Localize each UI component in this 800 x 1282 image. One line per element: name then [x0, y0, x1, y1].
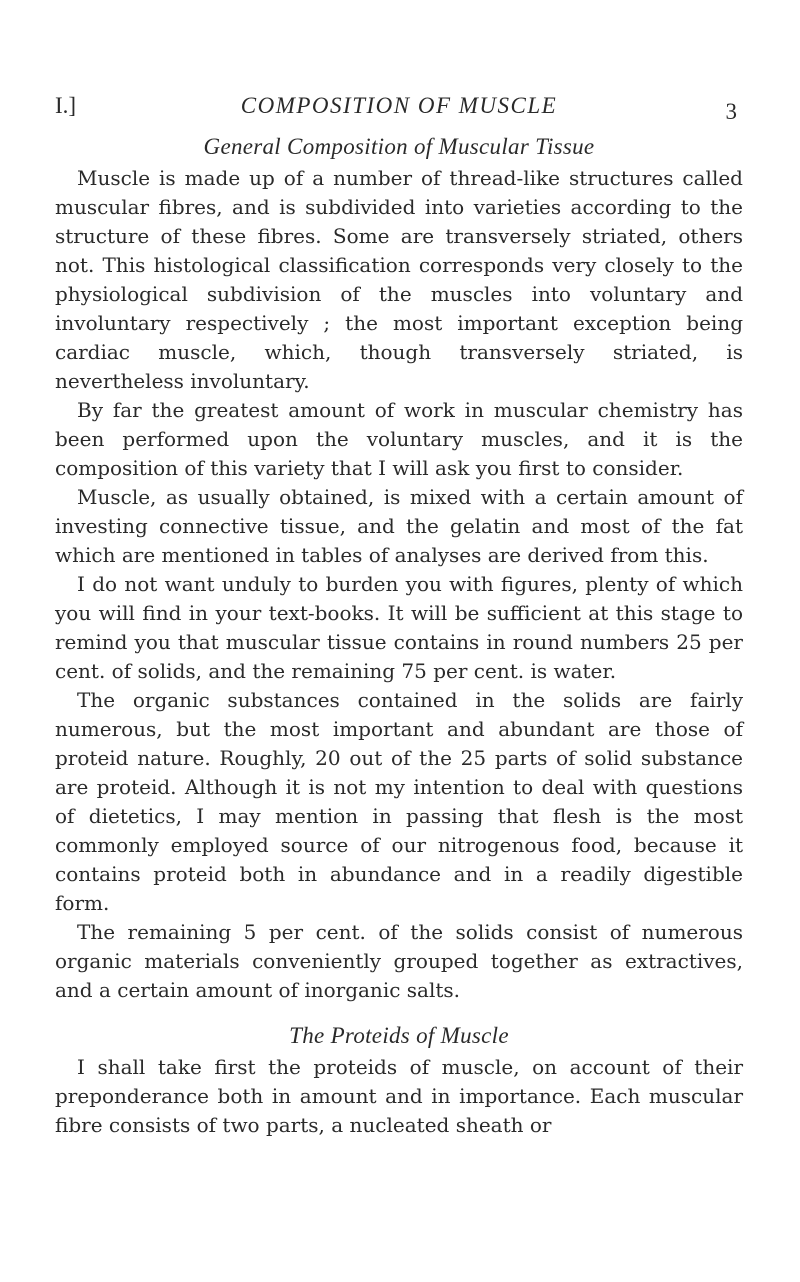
section-heading-proteids: The Proteids of Muscle — [289, 1023, 509, 1048]
paragraph: I do not want unduly to burden you with figures, plenty of which you will find in your text-books. It will be sufficient at this stage to remind you that muscular tissue contains in round numbers 25 per cent. of solids, and the remaining 75 per cent. is water. — [55, 572, 743, 683]
running-title: COMPOSITION OF MUSCLE — [240, 93, 558, 118]
paragraph: The remaining 5 per cent. of the solids consist of numerous organic materials conveniently grouped together as extractives, and a certain amount of inorganic salts. — [55, 920, 743, 1002]
chapter-number: I.] — [55, 93, 77, 118]
running-header — [55, 88, 743, 124]
paragraph: I shall take first the proteids of muscle, on account of their preponderance both in amount and in importance. Each muscular fibre consists of two parts, a nucleated sheath or — [55, 1055, 743, 1137]
paragraph: The organic substances contained in the solids are fairly numerous, but the most important and abundant are those of proteid nature. Roughly, 20 out of the 25 parts of solid substance are proteid. Although it is not my intention to deal with questions of dietetics, I may mention in passing that flesh is the most commonly employed source of our nitrogenous food, because it contains proteid both in abundance and in a readily digestible form. — [55, 688, 743, 915]
paragraph: By far the greatest amount of work in muscular chemistry has been performed upon the voluntary muscles, and it is the composition of this variety that I will ask you first to consider. — [55, 398, 743, 480]
section-body-proteids — [55, 1053, 743, 1140]
section-body-general-composition — [55, 164, 743, 1005]
paragraph: Muscle is made up of a number of thread-like structures called muscular fibres, and is subdivided into varieties according to the structure of these fibres. Some are transversely striated, others not. This histological classification corresponds very closely to the physiological subdivision of the muscles into voluntary and involuntary respectively ; the most important exception being cardiac muscle, which, though transversely striated, is nevertheless involuntary. — [55, 166, 743, 393]
section-heading-general-composition: General Composition of Muscular Tissue — [203, 134, 595, 159]
book-page — [55, 88, 743, 1140]
paragraph: Muscle, as usually obtained, is mixed with a certain amount of investing connective tissue, and the gelatin and most of the fat which are mentioned in tables of analyses are derived from this. — [55, 485, 743, 567]
page-number: 3 — [725, 99, 737, 124]
